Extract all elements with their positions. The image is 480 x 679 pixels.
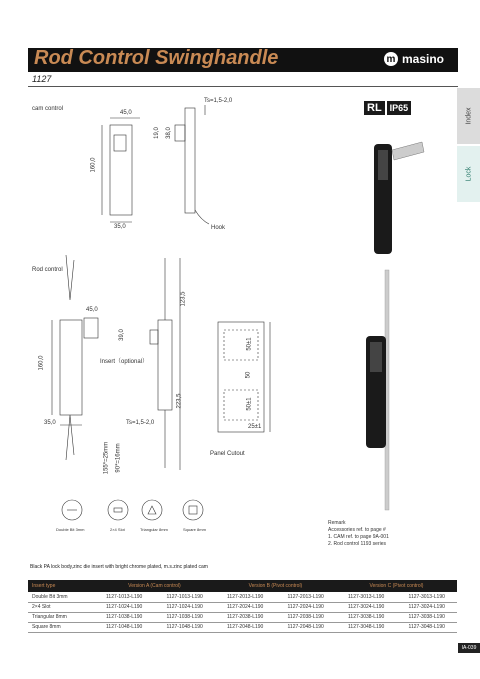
remark-title: Remark [328,520,346,526]
rod-handle [84,318,98,338]
cam-lock-slot [114,135,126,151]
dim-rod-ts: Ts=1,5-2,0 [126,420,155,426]
spec-table [28,580,457,633]
dim-cam-base: 35,0 [114,224,126,230]
rl-badge: RL [364,101,385,115]
product-photo-cam [374,142,424,254]
page-number: IA-039 [458,643,480,653]
dim-rod-123: 123,5 [180,291,187,307]
dim-cam-ts: Ts=1,5-2,0 [204,98,233,104]
dim-cutout-1: 50±1 [246,337,253,351]
remark-line: 2. Rod control 1193 series [328,541,386,547]
table-row: Double Bit 3mm 1127-1013-L190 1127-1013-L190 1127-2013-L190 1127-2013-L190 1127-3013-L190 1127-3013-L190 [28,592,457,602]
dim-cutout-2: 50 [245,371,252,379]
dim-cam-38: 38,0 [165,127,172,139]
rod-body-front [60,320,82,415]
dim-rod-223: 223,5 [176,393,183,409]
insert-optional-label: Insert（optional） [100,359,149,365]
table-row: 2×4 Slot 1127-1024-L190 1127-1024-L190 1127-2024-L190 1127-2024-L190 1127-3024-L190 1127-3024-L190 [28,602,457,612]
material-description: Black PA lock body,zinc die insert with bright chrome plated, m.s.zinc plated cam [30,564,208,570]
ip-rating-badge: IP65 [387,101,412,115]
product-photo-rod [366,270,389,510]
tab-lock[interactable]: Lock [457,146,480,202]
dim-rod-90: 90*=16mm [115,443,122,473]
dim-rod-base: 35,0 [44,420,56,426]
square-insert-icon [183,500,203,520]
cam-body-front [110,125,132,215]
dim-cam-height: 160,0 [90,157,97,173]
insert-label-square: Square 8mm [183,527,206,532]
col-insert-type: Insert type [28,580,94,592]
insert-label-double-bit: Double Bit 3mm [56,527,85,532]
panel-cutout [218,322,264,432]
remark-block [328,520,389,548]
dim-rod-height: 160,0 [38,355,45,371]
table-row: Square 8mm 1127-1048-L190 1127-1048-L190 1127-2048-L190 1127-2048-L190 1127-3048-L190 1127-3048-L190 [28,622,457,632]
triangular-insert-icon [142,500,162,520]
cam-body-side [185,108,195,213]
col-version-b: Version B (Pivot control) [215,580,336,592]
dim-cam-19: 19,0 [153,127,160,139]
dim-cutout-4: 25±1 [248,424,262,430]
model-number: 1127 [32,74,52,84]
dim-rod-39: 39,0 [118,329,125,341]
table-row: Triangular 8mm 1127-1038-L190 1127-1038-L190 1127-2038-L190 1127-2038-L190 1127-3038-L190 1127-3038-L190 [28,612,457,622]
slot-insert-icon [108,500,128,520]
col-version-a: Version A (Cam control) [94,580,215,592]
col-version-c: Version C (Pivot control) [336,580,457,592]
tab-index[interactable]: Index [457,88,480,144]
hook-shape [195,210,209,224]
insert-label-triangular: Triangular 8mm [140,527,168,532]
rod-body-side [158,320,172,410]
page-title: Rod Control Swinghandle [34,47,279,69]
dim-rod-width: 45,0 [86,307,98,313]
rod-control-label: Rod control [32,267,63,273]
dim-cutout-3: 50±1 [246,397,253,411]
masino-logo-icon: m [384,52,398,66]
dim-cam-width: 45,0 [120,110,132,116]
brand-name: masino [402,52,445,66]
remark-line: 1. CAM ref. to page 9A-001 [328,534,389,540]
hook-label: Hook [211,225,226,231]
cam-control-label: cam control [32,106,64,112]
remark-line: Accessories ref. to page # [328,527,386,533]
table-header-row [28,580,457,592]
insert-label-slot: 2×4 Slot [110,527,125,532]
panel-cutout-label: Panel Cutout [210,451,245,457]
dim-rod-155: 155*=25mm [103,441,110,475]
